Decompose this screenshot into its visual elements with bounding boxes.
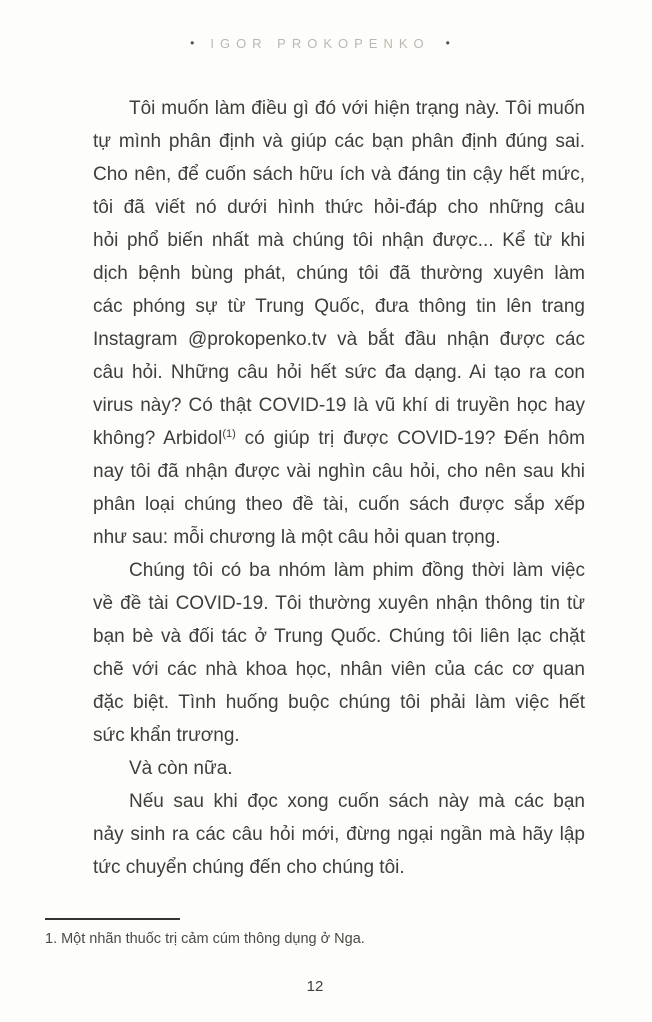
- body-line: nay tôi đã nhận được vài nghìn câu hỏi, cho nên sau khi: [93, 461, 585, 482]
- body-line: đặc biệt. Tình huống buộc chúng tôi phải làm việc hết: [93, 692, 585, 713]
- body-line: tức chuyển chúng đến cho chúng tôi.: [93, 857, 405, 878]
- body-line: Cho nên, để cuốn sách hữu ích và đáng tin cậy hết mức,: [93, 164, 585, 185]
- footnote-marker: 1.: [45, 931, 58, 947]
- line-text: không? Arbidol: [93, 428, 223, 449]
- body-line: tôi đã viết nó dưới hình thức hỏi-đáp cho những câu: [93, 197, 585, 218]
- body-line: Instagram @prokopenko.tv và bắt đầu nhận được các: [93, 329, 585, 350]
- body-line: tự mình phân định và giúp các bạn phân định đúng sai.: [93, 131, 585, 152]
- body-line: dịch bệnh bùng phát, chúng tôi đã thường xuyên làm: [93, 263, 585, 284]
- running-header: [0, 36, 640, 51]
- header-bullet-left: •: [190, 36, 195, 50]
- body-line: câu hỏi. Những câu hỏi hết sức đa dạng. Ai tạo ra con: [93, 362, 585, 383]
- body-line: bạn bè và đối tác ở Trung Quốc. Chúng tôi liên lạc chặt: [93, 626, 585, 647]
- body-text: [93, 92, 585, 884]
- body-line: [93, 422, 585, 455]
- body-line: về đề tài COVID-19. Tôi thường xuyên nhận thông tin từ: [93, 593, 585, 614]
- body-line: Tôi muốn làm điều gì đó với hiện trạng này. Tôi muốn: [129, 98, 585, 119]
- body-line: Và còn nữa.: [129, 758, 233, 779]
- body-line: chẽ với các nhà khoa học, nhân viên của các cơ quan: [93, 659, 585, 680]
- line-text: có giúp trị được COVID-19? Đến hôm: [235, 428, 585, 449]
- footnote-text: Một nhãn thuốc trị cảm cúm thông dụng ở Nga.: [61, 931, 365, 947]
- body-line: như sau: mỗi chương là một câu hỏi quan trọng.: [93, 527, 501, 548]
- body-line: Chúng tôi có ba nhóm làm phim đồng thời làm việc: [129, 560, 585, 581]
- header-bullet-right: •: [445, 36, 450, 50]
- body-line: phân loại chúng theo đề tài, cuốn sách được sắp xếp: [93, 494, 585, 515]
- author-name: IGOR PROKOPENKO: [210, 36, 430, 51]
- footnote: [45, 929, 610, 949]
- page-number: 12: [306, 978, 324, 995]
- footnote-ref: (1): [222, 428, 236, 440]
- body-line: hỏi phổ biến nhất mà chúng tôi nhận được... Kể từ khi: [93, 230, 585, 251]
- body-line: Nếu sau khi đọc xong cuốn sách này mà các bạn: [129, 791, 585, 812]
- body-line: các phóng sự từ Trung Quốc, đưa thông tin lên trang: [93, 296, 585, 317]
- body-line: sức khẩn trương.: [93, 725, 240, 746]
- body-line: virus này? Có thật COVID-19 là vũ khí di truyền học hay: [93, 395, 585, 416]
- body-line: nảy sinh ra các câu hỏi mới, đừng ngại ngần mà hãy lập: [93, 824, 585, 845]
- footnote-divider: [45, 918, 180, 920]
